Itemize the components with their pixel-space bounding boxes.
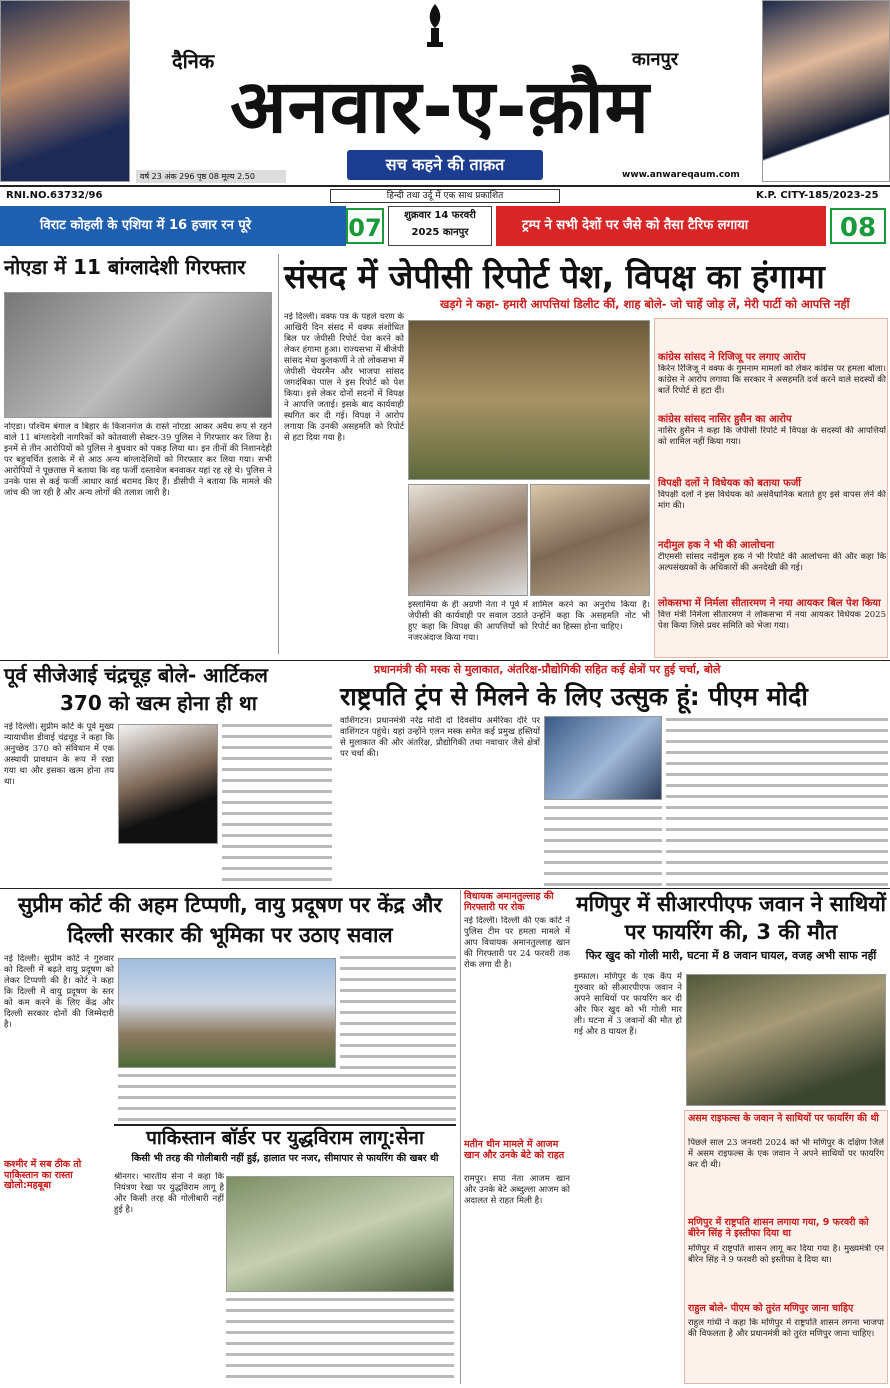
noida-photo	[4, 292, 272, 418]
azam-headline: मतीन थीन मामले में आजम खान और उनके बेटे को राहत	[464, 1139, 565, 1161]
manipur-text: इम्फाल। मणिपुर के एक कैंप में गुरुवार को सीआरपीएफ जवान ने अपने साथियों पर फायरिंग कर दी और फिर खुद को भी गोली मार ली। घटना में 3 जवानों की मौत हो गई और 8 घायल हैं।	[574, 972, 682, 1037]
cji-headline-2: 370 को खत्म होना ही था	[60, 691, 257, 715]
mid-text: नई दिल्ली। दिल्ली की एक कोर्ट ने पुलिस टीम पर हमला मामले में आप विधायक अमानतुल्लाह खान की गिरफ्तारी पर 24 फरवरी तक रोक लगा दी है।	[464, 916, 570, 970]
modi-headline: राष्ट्रपति ट्रंप से मिलने के लिए उत्सुक हूं: पीएम मोदी	[340, 682, 808, 711]
masthead-title: अनवार-ए-क़ौम	[230, 64, 650, 150]
masthead-prefix: दैनिक	[172, 49, 215, 73]
kp-number: K.P. CITY-185/2023-25	[756, 190, 879, 201]
sc-headline: सुप्रीम कोर्ट की अहम टिप्पणी, वायु प्रदूषण पर केंद्र और दिल्ली सरकार की भूमिका पर उठाए सवाल	[17, 893, 442, 947]
side4-text: टीएमसी सांसद नदीमुल हक ने भी रिपोर्ट की आलोचना की और कहा कि अल्पसंख्यकों के अधिकारों की अनदेखी की गई।	[658, 552, 886, 573]
mid-headline: विधायक अमानतुल्लाह की गिरफ्तारी पर रोक	[464, 891, 554, 913]
tagline-banner: सच कहने की ताक़त	[347, 150, 543, 180]
topbar-right-page[interactable]: 08	[830, 208, 886, 244]
main-subhead: खड़गे ने कहा- हमारी आपत्तियां डिलीट कीं, शाह बोले- जो चाहें जोड़ लें, मेरी पार्टी को आपत्ति नहीं	[440, 297, 850, 311]
column-divider	[278, 254, 279, 654]
side1-text: किरेन रिजिजू ने वक्फ के गुमनाम मामलों को लेकर कांग्रेस पर हमला बोला। कांग्रेस ने आरोप लगाया कि सरकार ने असहमति दर्ज करने वाले सदस्यों की बातें रिपोर्ट से हटा दीं।	[658, 364, 886, 396]
sc-photo	[118, 958, 336, 1068]
noida-headline: नोएडा में 11 बांग्लादेशी गिरफ्तार	[4, 255, 246, 279]
pak-subhead: किसी भी तरह की गोलीबारी नहीं हुई, हालात पर नजर, सीमापार से फायरिंग की खबर थी	[131, 1153, 439, 1164]
azam-text: रामपुर। सपा नेता आजम खान और उनके बेटे अब्दुल्ला आजम को अदालत से राहत मिली है।	[464, 1174, 570, 1206]
date-box	[388, 206, 492, 246]
cji-text: नई दिल्ली। सुप्रीम कोर्ट के पूर्व मुख्य न्यायाधीश डीवाई चंद्रचूड़ ने कहा कि अनुच्छेद 370 को संविधान में एक अस्थायी प्रावधान के रूप में रखा गया था और इसका खत्म होना तय था।	[4, 722, 114, 787]
topbar-right[interactable]: ट्रम्प ने सभी देशों पर जैसे को तैसा टैरिफ लगाया	[496, 206, 826, 246]
rahul-text: राहुल गांधी ने कहा कि मणिपुर में राष्ट्रपति शासन लगना भाजपा की विफलता है और प्रधानमंत्री को तुरंत मणिपुर जाना चाहिए।	[688, 1318, 884, 1339]
modi-text-col3	[544, 804, 662, 886]
cji-photo	[118, 724, 218, 844]
kashmir-headline: कश्मीर में सब ठीक तो पाकिस्तान का रास्ता खोलो:महबूबा	[4, 1159, 82, 1192]
cji-headline-1: पूर्व सीजेआई चंद्रचूड़ बोले- आर्टिकल	[4, 663, 268, 687]
topbar-left[interactable]: विराट कोहली के एशिया में 16 हजार रन पूरे	[0, 206, 346, 246]
noida-text: नोएडा। पश्चिम बंगाल व बिहार के किशनगंज के रास्ते नोएडा आकर अवैध रूप से रहने वाले 11 बांग्लादेशी नागरिकों को कोतवाली सेक्टर-39 पुलिस ने गिरफ्तार कर लिया है। इनमें से तीन आरोपियों को पुलिस ने बुधवार को पकड़ लिया था। इन तीनों की निशानदेही पर बहुचर्चित इलाके में से आठ अन्य बांग्लादेशियों को गिरफ्तार कर लिया गया। सभी आरोपियों ने पूछताछ में बताया कि वह फर्जी दस्तावेज बनवाकर यहां रह रहे थे। पुलिस ने उनके पास से कई फर्जी आधार कार्ड बरामद किए हैं। डीसीपी ने बताया कि मामले की जांच की जा रही है और अन्य लोगों की तलाश जारी है।	[4, 422, 272, 498]
masthead-rule	[0, 185, 890, 187]
sc-text-col2	[340, 954, 456, 1082]
pak-text-col2	[226, 1296, 454, 1382]
main-text: नई दिल्ली। वक्फ पत्र के पहले चरण के आखिरी दिन संसद में वक्फ संशोधित बिल पर जेपीसी रिपोर्ट पेश करने को लेकर हंगामा हुआ। राज्यसभा में बीजेपी सांसद मेधा कुलकर्णी ने तो लोकसभा में जेपीसी चेयरमैन और भाजपा सांसद जगदंबिका पाल ने इस रिपोर्ट को पेश किया। इसे लेकर दोनों सदनों में विपक्ष ने आपत्ति जताई। इसके बाद कार्यवाही स्थगित कर दी गई। विपक्ष ने आरोप लगाया कि उनकी असहमति को रिपोर्ट से हटा दिया गया है।	[284, 312, 404, 443]
pak-headline: पाकिस्तान बॉर्डर पर युद्धविराम लागू:सेना	[146, 1127, 424, 1149]
president-text: मणिपुर में राष्ट्रपति शासन लागू कर दिया गया है। मुख्यमंत्री एन बीरेन सिंह ने 9 फरवरी को इस्तीफा दे दिया था।	[688, 1244, 884, 1265]
pak-box	[114, 1124, 456, 1126]
masthead-city: कानपुर	[632, 49, 679, 70]
side1-head: कांग्रेस सांसद ने रिजिजू पर लगाए आरोप	[658, 352, 806, 363]
modi-text-col2	[666, 716, 888, 886]
section-rule-2	[0, 888, 890, 889]
manipur-headline: मणिपुर में सीआरपीएफ जवान ने साथियों पर फायरिंग की, 3 की मौत	[576, 892, 886, 944]
modi-text: वाशिंगटन। प्रधानमंत्री नरेंद्र मोदी दो दिवसीय अमेरिका दौरे पर वाशिंगटन पहुंचे। यहां उन्होंने एलन मस्क समेत कई प्रमुख हस्तियों से मुलाकात की और अंतरिक्ष, प्रौद्योगिकी तथा नवाचार जैसे क्षेत्रों पर चर्चा की।	[340, 716, 540, 759]
side3-head: विपक्षी दलों ने विधेयक को बताया फर्जी	[658, 478, 801, 489]
side2-head: कांग्रेस सांसद नासिर हुसैन का आरोप	[658, 414, 792, 425]
modi-photo	[544, 716, 662, 800]
logo-icon	[422, 2, 448, 48]
side4-head: नदीमुल हक ने भी की आलोचना	[658, 540, 775, 551]
kharge-photo	[408, 484, 528, 596]
main-headline: संसद में जेपीसी रिपोर्ट पेश, विपक्ष का हंगामा	[284, 257, 825, 296]
date-line2: 2025 कानपुर	[411, 227, 469, 238]
date-line1: शुक्रवार 14 फरवरी	[404, 210, 476, 221]
president-headline: मणिपुर में राष्ट्रपति शासन लगाया गया, 9 फरवरी को बीरेन सिंह ने इस्तीफा दिया था	[688, 1217, 869, 1239]
rahul-headline: राहुल बोले- पीएम को तुरंत मणिपुर जाना चाहिए	[688, 1303, 854, 1314]
side2-text: नासिर हुसैन ने कहा कि जेपीसी रिपोर्ट में विपक्ष के सदस्यों की आपत्तियों को शामिल नहीं किया गया।	[658, 426, 886, 447]
website: www.anwareqaum.com	[622, 170, 740, 180]
trump-photo	[762, 0, 890, 182]
meta-strip: वर्ष 23 अंक 296 पृष्ठ 08 मूल्य 2.50	[136, 170, 286, 183]
cji-text-col	[222, 722, 332, 886]
manipur-subhead: फिर खुद को गोली मारी, घटना में 8 जवान घायल, वजह अभी साफ नहीं	[585, 949, 877, 962]
sc-text-col3	[118, 1072, 456, 1122]
languages-line: हिन्दी तथा उर्दू में एक साथ प्रकाशित	[330, 189, 560, 203]
assam-headline: असम राइफल्स के जवान ने साथियों पर फायरिंग की थी	[688, 1113, 879, 1124]
manipur-photo	[686, 974, 886, 1106]
assam-text: पिछले साल 23 जनवरी 2024 को भी मणिपुर के दक्षिण जिले में असम राइफल्स के एक जवान ने अपने साथियों पर फायरिंग कर दी थी।	[688, 1138, 884, 1170]
photo-caption-right: शामिल करने का अनुरोध किया है। उन्होंने कहा कि असहमति नोट भी रिपोर्ट का हिस्सा होना चाहिए।	[532, 600, 650, 632]
parliament-photo	[408, 320, 650, 480]
mid-divider	[460, 890, 461, 1384]
side3-text: विपक्षी दलों ने इस विधेयक को असंवैधानिक बताते हुए इसे वापस लेने की मांग की।	[658, 490, 886, 511]
pak-photo	[226, 1176, 454, 1292]
topbar-left-page[interactable]: 07	[346, 208, 384, 244]
section-rule	[0, 660, 890, 661]
rni-number: RNI.NO.63732/96	[6, 190, 103, 201]
shah-photo	[530, 484, 650, 596]
photo-caption-left: इस्लामिया के ही अग्रणी नेता ने पूर्व में जेपीसी की कार्यवाही पर सवाल उठाते हुए कहा कि विपक्ष की आपत्तियों को नजरअंदाज किया गया।	[408, 600, 528, 643]
side5-text: वित्त मंत्री निर्मला सीतारमण ने लोकसभा में नया आयकर विधेयक 2025 पेश किया जिसे प्रवर समिति को भेजा गया।	[658, 610, 886, 631]
side5-head: लोकसभा में निर्मला सीतारमण ने नया आयकर बिल पेश किया	[658, 598, 881, 609]
kohli-photo	[0, 0, 130, 182]
pak-text: श्रीनगर। भारतीय सेना ने कहा कि नियंत्रण रेखा पर युद्धविराम लागू है और किसी तरह की गोलीबारी नहीं हुई है।	[114, 1172, 224, 1215]
modi-kicker: प्रधानमंत्री की मस्क से मुलाकात, अंतरिक्ष-प्रौद्योगिकी सहित कई क्षेत्रों पर हुई चर्चा, बोले	[374, 663, 721, 676]
sc-text: नई दिल्ली। सुप्रीम कोर्ट ने गुरुवार को दिल्ली में बढ़ते वायु प्रदूषण को लेकर टिप्पणी की है। कोर्ट ने कहा कि दिल्ली में वायु प्रदूषण के स्तर को कम करने के लिए केंद्र और दिल्ली सरकार दोनों की जिम्मेदारी है।	[4, 954, 114, 1030]
